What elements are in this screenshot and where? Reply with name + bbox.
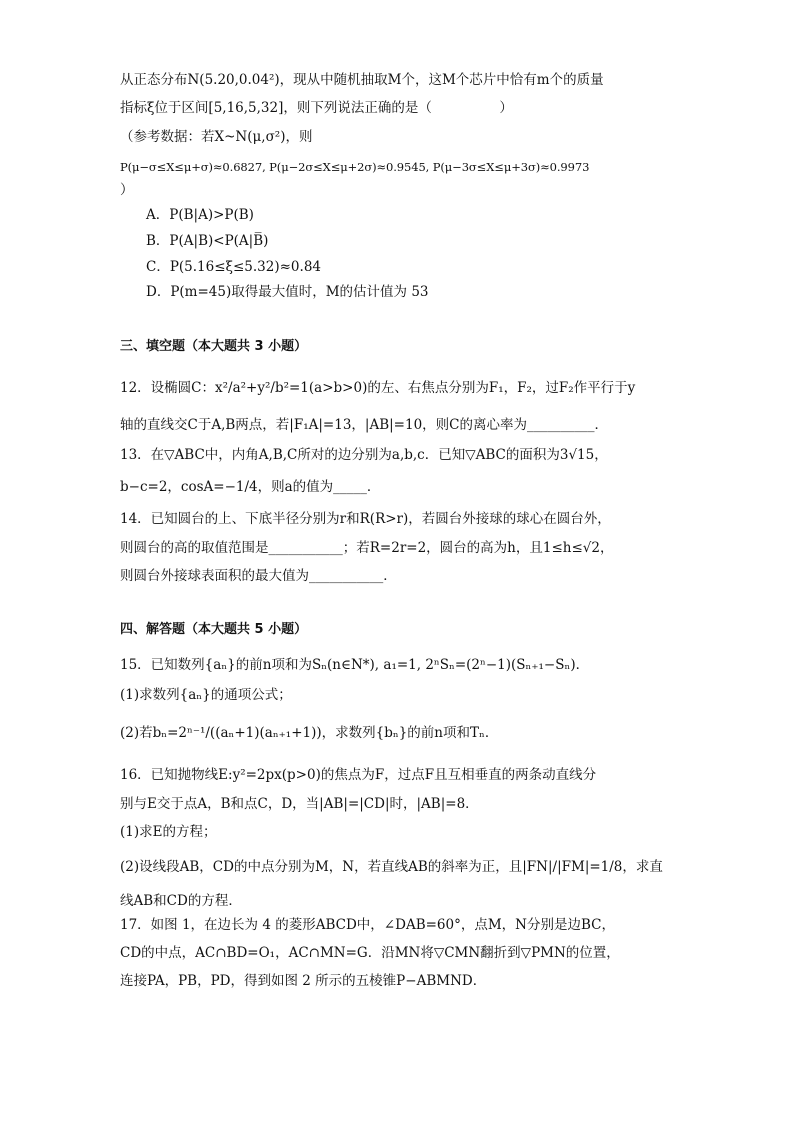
q14-line-3: 则圆台外接球表面积的最大值为___________． [120, 568, 397, 584]
q17-line-2: CD的中点，AC∩BD=O₁，AC∩MN=G．沿MN将▽CMN翻折到▽PMN的位置， [120, 945, 620, 961]
q14-line-2: 则圆台的高的取值范围是___________；若R=2r=2，圆台的高为h，且1≤h≤√2， [120, 540, 614, 556]
q13-line-1: 13．在▽ABC中，内角A,B,C所对的边分别为a,b,c．已知▽ABC的面积为3√15， [120, 447, 608, 463]
q15-line-1: 15．已知数列{aₙ}的前n项和为Sₙ(n∈N*), a₁=1, 2ⁿSₙ=(2ⁿ−1)(Sₙ₊₁−Sₙ)． [120, 657, 590, 673]
q11-option-c: C．P(5.16≤ξ≤5.32)≈0.84 [146, 259, 321, 275]
q11-reference-line: （参考数据：若X~N(μ,σ²)，则 [120, 129, 313, 145]
q13-line-2: b−c=2，cosA=−1/4，则a的值为_____． [120, 479, 381, 495]
q11-option-b: B．P(A|B)<P(A|B̅) [146, 233, 269, 249]
q11-option-a: A．P(B|A)>P(B) [146, 207, 254, 223]
q11-probability-line: P(μ−σ≤X≤μ+σ)≈0.6827, P(μ−2σ≤X≤μ+2σ)≈0.9545, P(μ−3σ≤X≤μ+3σ)≈0.9973 [120, 160, 590, 174]
q11-line-1: 从正态分布N(5.20,0.04²)，现从中随机抽取M个，这M个芯片中恰有m个的质量 [120, 72, 604, 88]
q16-line-2: 别与E交于点A，B和点C，D，当|AB|=|CD|时，|AB|=8． [120, 796, 479, 812]
q17-line-1: 17．如图 1，在边长为 4 的菱形ABCD中，∠DAB=60°，点M，N分别是边BC， [120, 917, 615, 933]
q11-option-d: D．P(m=45)取得最大值时，M的估计值为 53 [146, 284, 429, 300]
q16-part-2: (2)设线段AB，CD的中点分别为M，N，若直线AB的斜率为正，且|FN|/|FM|=1/8，求直 [120, 859, 663, 875]
q14-line-1: 14．已知圆台的上、下底半径分别为r和R(R>r)，若圆台外接球的球心在圆台外， [120, 511, 611, 527]
q16-part-2-cont: 线AB和CD的方程． [120, 893, 242, 909]
q16-line-1: 16．已知抛物线E:y²=2px(p>0)的焦点为F，过点F且互相垂直的两条动直线分 [120, 767, 597, 783]
section-answer-title: 四、解答题（本大题共 5 小题） [120, 622, 308, 637]
q12-line-1: 12．设椭圆C：x²/a²+y²/b²=1(a>b>0)的左、右焦点分别为F₁，F₂，过F₂作平行于y [120, 380, 636, 396]
q15-part-2: (2)若bₙ=2ⁿ⁻¹/((aₙ+1)(aₙ₊₁+1))，求数列{bₙ}的前n项和Tₙ． [120, 725, 499, 741]
q17-line-3: 连接PA，PB，PD，得到如图 2 所示的五棱锥P−ABMND． [120, 973, 487, 989]
q12-line-2: 轴的直线交C于A,B两点，若|F₁A|=13，|AB|=10，则C的离心率为__________． [120, 417, 608, 433]
q11-line-2: 指标ξ位于区间[5,16,5,32]，则下列说法正确的是（ ） [120, 100, 513, 116]
section-fill-in-title: 三、填空题（本大题共 3 小题） [120, 339, 308, 354]
q15-part-1: (1)求数列{aₙ}的通项公式； [120, 687, 292, 703]
q16-part-1: (1)求E的方程； [120, 824, 217, 840]
q11-closing-paren: ） [120, 182, 134, 198]
